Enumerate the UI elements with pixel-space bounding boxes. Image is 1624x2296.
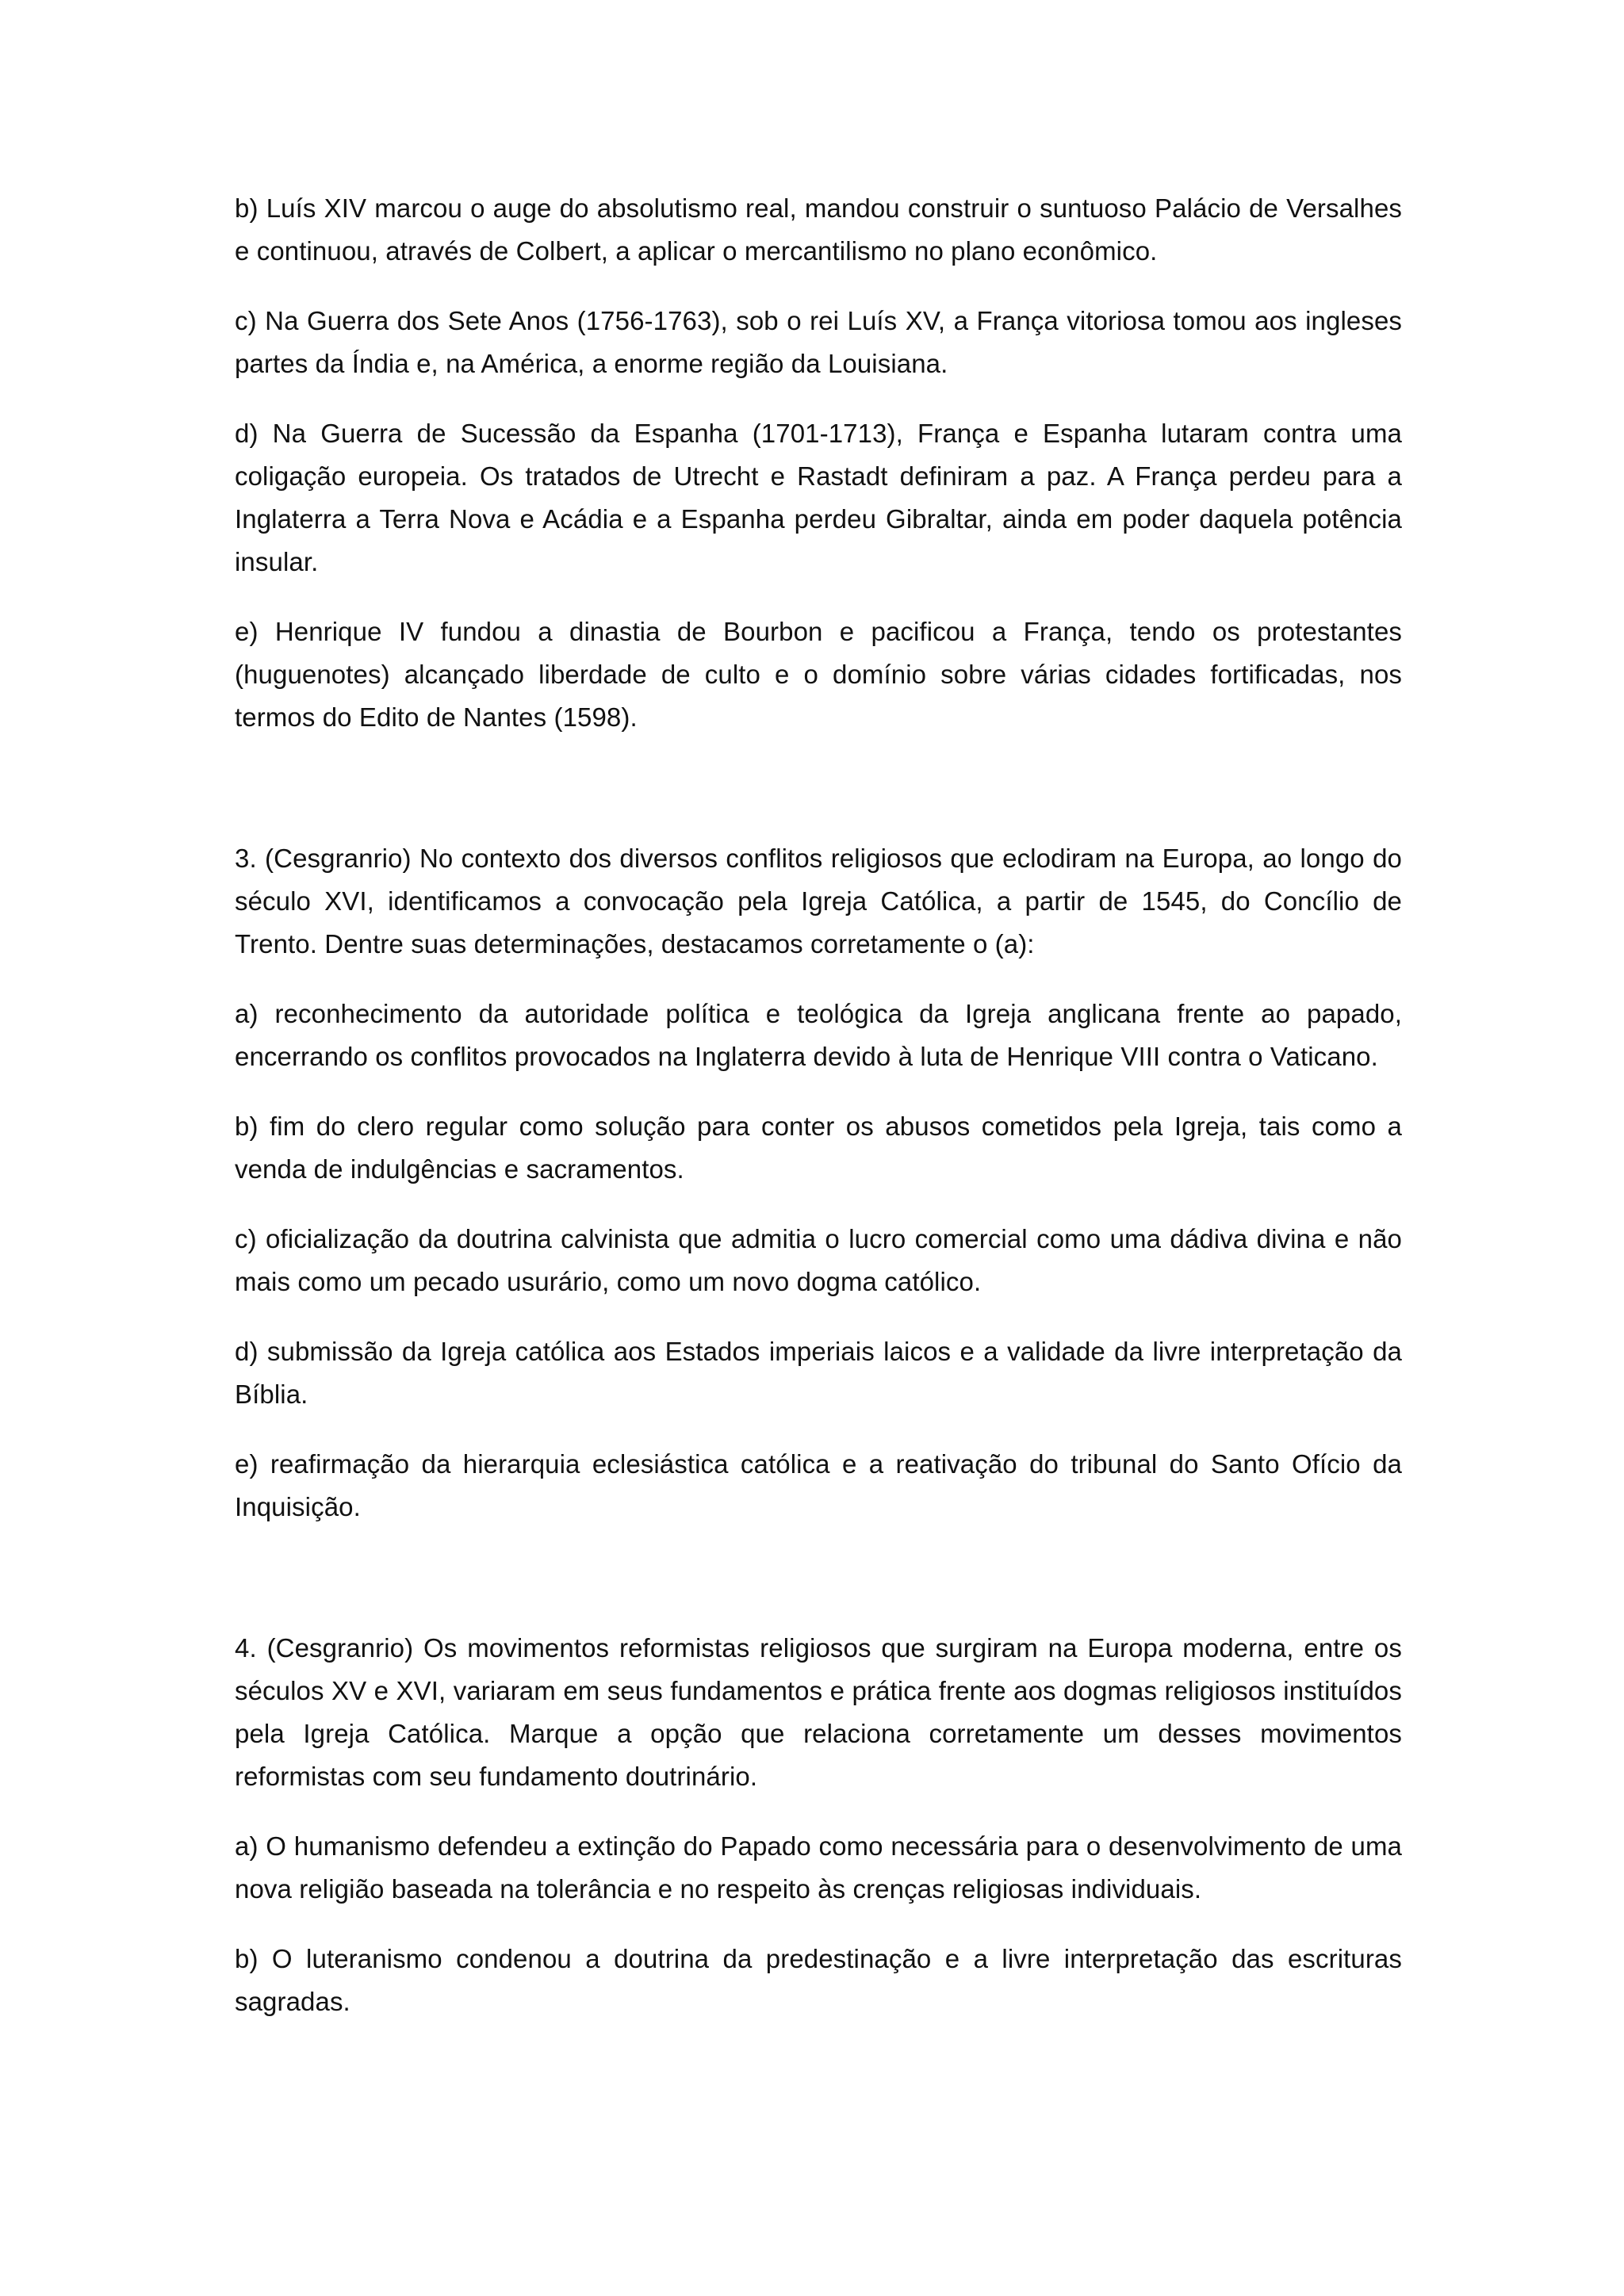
- q3-question: 3. (Cesgranrio) No contexto dos diversos conflitos religiosos que eclodiram na Europa, ao longo do século XVI, identificamos a convocação pela Igreja Católica, a partir de 1545, do Concílio de Trento. Dentre suas determinações, destacamos corretamente o (a):: [235, 844, 1402, 959]
- q2-option-c: c) Na Guerra dos Sete Anos (1756-1763), sob o rei Luís XV, a França vitoriosa tomou aos ingleses partes da Índia e, na América, a enorme região da Louisiana.: [235, 306, 1402, 378]
- q4-option-b: b) O luteranismo condenou a doutrina da predestinação e a livre interpretação das escrituras sagradas.: [235, 1944, 1402, 2016]
- q3-option-d: d) submissão da Igreja católica aos Estados imperiais laicos e a validade da livre interpretação da Bíblia.: [235, 1337, 1402, 1409]
- q2-option-d: d) Na Guerra de Sucessão da Espanha (1701-1713), França e Espanha lutaram contra uma coligação europeia. Os tratados de Utrecht e Rastadt definiram a paz. A França perdeu para a Inglaterra a Terra Nova e Acádia e a Espanha perdeu Gibraltar, ainda em poder daquela potência insular.: [235, 419, 1402, 576]
- q3-option-b: b) fim do clero regular como solução para conter os abusos cometidos pela Igreja, tais como a venda de indulgências e sacramentos.: [235, 1112, 1402, 1184]
- q3-option-e: e) reafirmação da hierarquia eclesiástica católica e a reativação do tribunal do Santo Ofício da Inquisição.: [235, 1449, 1402, 1521]
- q3-option-c: c) oficialização da doutrina calvinista que admitia o lucro comercial como uma dádiva divina e não mais como um pecado usurário, como um novo dogma católico.: [235, 1224, 1402, 1296]
- q3-option-a: a) reconhecimento da autoridade política e teológica da Igreja anglicana frente ao papado, encerrando os conflitos provocados na Inglaterra devido à luta de Henrique VIII contra o Vaticano.: [235, 999, 1402, 1071]
- document-page: [235, 187, 1402, 2023]
- q4-option-a: a) O humanismo defendeu a extinção do Papado como necessária para o desenvolvimento de uma nova religião baseada na tolerância e no respeito às crenças religiosas individuais.: [235, 1831, 1402, 1904]
- q2-option-e: e) Henrique IV fundou a dinastia de Bourbon e pacificou a França, tendo os protestantes (huguenotes) alcançado liberdade de culto e o domínio sobre várias cidades fortificadas, nos termos do Edito de Nantes (1598).: [235, 617, 1402, 732]
- q4-question: 4. (Cesgranrio) Os movimentos reformistas religiosos que surgiram na Europa moderna, entre os séculos XV e XVI, variaram em seus fundamentos e prática frente aos dogmas religiosos instituídos pela Igreja Católica. Marque a opção que relaciona corretamente um desses movimentos reformistas com seu fundamento doutrinário.: [235, 1633, 1402, 1791]
- q2-option-b: b) Luís XIV marcou o auge do absolutismo real, mandou construir o suntuoso Palácio de Versalhes e continuou, através de Colbert, a aplicar o mercantilismo no plano econômico.: [235, 193, 1402, 266]
